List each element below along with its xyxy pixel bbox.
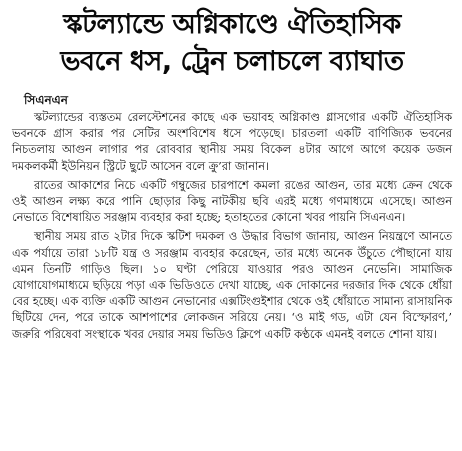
- paragraph-2: রাতের আকাশের নিচে একটি গম্বুজের চারপাশে কমলা রঙের আগুন, তার মধ্যে ক্রেন থেকে ওই আগুন লক্ষ্য করে পানি ছোড়ার কিছু নাটকীয় ছবি এরই মধ্যে গণমাধ্যমে এসেছে। আগুন নেভাতে বিশেষায়িত সরঞ্জাম ব্যবহার করা হচ্ছে; হতাহতের কোনো খবর পায়নি সিএনএন।: [12, 178, 452, 225]
- headline-line-1: স্কটল্যান্ডে অগ্নিকাণ্ডে ঐতিহাসিক: [63, 9, 401, 40]
- byline: সিএনএন: [24, 93, 68, 107]
- article-body: [12, 110, 452, 343]
- headline-line-2: ভবনে ধস, ট্রেন চলাচলে ব্যাঘাত: [60, 46, 404, 77]
- paragraph-3: স্থানীয় সময় রাত ২টার দিকে স্কটিশ দমকল ও উদ্ধার বিভাগ জানায়, আগুন নিয়ন্ত্রণে আনতে এক পর্যায়ে তারা ১৮টি যন্ত্র ও সরঞ্জাম ব্যবহার করেছেন, তার মধ্যে অনেক উঁচুতে পৌছানো যায় এমন তিনটি গাড়িও ছিল। ১০ ঘণ্টা পেরিয়ে যাওয়ার পরও আগুন নেভেনি। সামাজিক যোগাযোগমাধ্যমে ছড়িয়ে পড়া এক ভিডিওতে দেখা যাচ্ছে, এক দোকানের দরজার দিক থেকে ধোঁয়া বের হচ্ছে। এক ব্যক্তি একটি আগুন নেভানোর এক্সটিংগুইশার থেকে ওই ধোঁয়াতে সামান্য রাসায়নিক ছিটিয়ে দেন, পরে তাকে আশপাশের লোকজন সরিয়ে নেয়। ‘ও মাই গড, এটা যেন বিস্ফোরণ,’ জরুরি পরিষেবা সংস্থাকে খবর দেয়ার সময় ভিডিও ক্লিপে একটি কণ্ঠকে এমনই বলতে শোনা যায়।: [12, 230, 452, 341]
- headline: [12, 6, 452, 80]
- paragraph-1: স্কটল্যান্ডের ব্যস্ততম রেলস্টেশনের কাছে এক ভয়াবহ অগ্নিকাণ্ড গ্লাসগোর একটি ঐতিহাসিক ভবনকে গ্রাস করার পর সেটির অংশবিশেষ ধসে পড়েছে। চারতলা একটি বাণিজ্যিক ভবনের নিচতলায় আগুন লাগার পর রোববার স্থানীয় সময় বিকেল ৪টার আগে আগে কয়েক ডজন দমকলকর্মী ইউনিয়ন স্ট্রিটে ছুটে আসেন বলে ক্রু’রা জানান।: [12, 111, 452, 173]
